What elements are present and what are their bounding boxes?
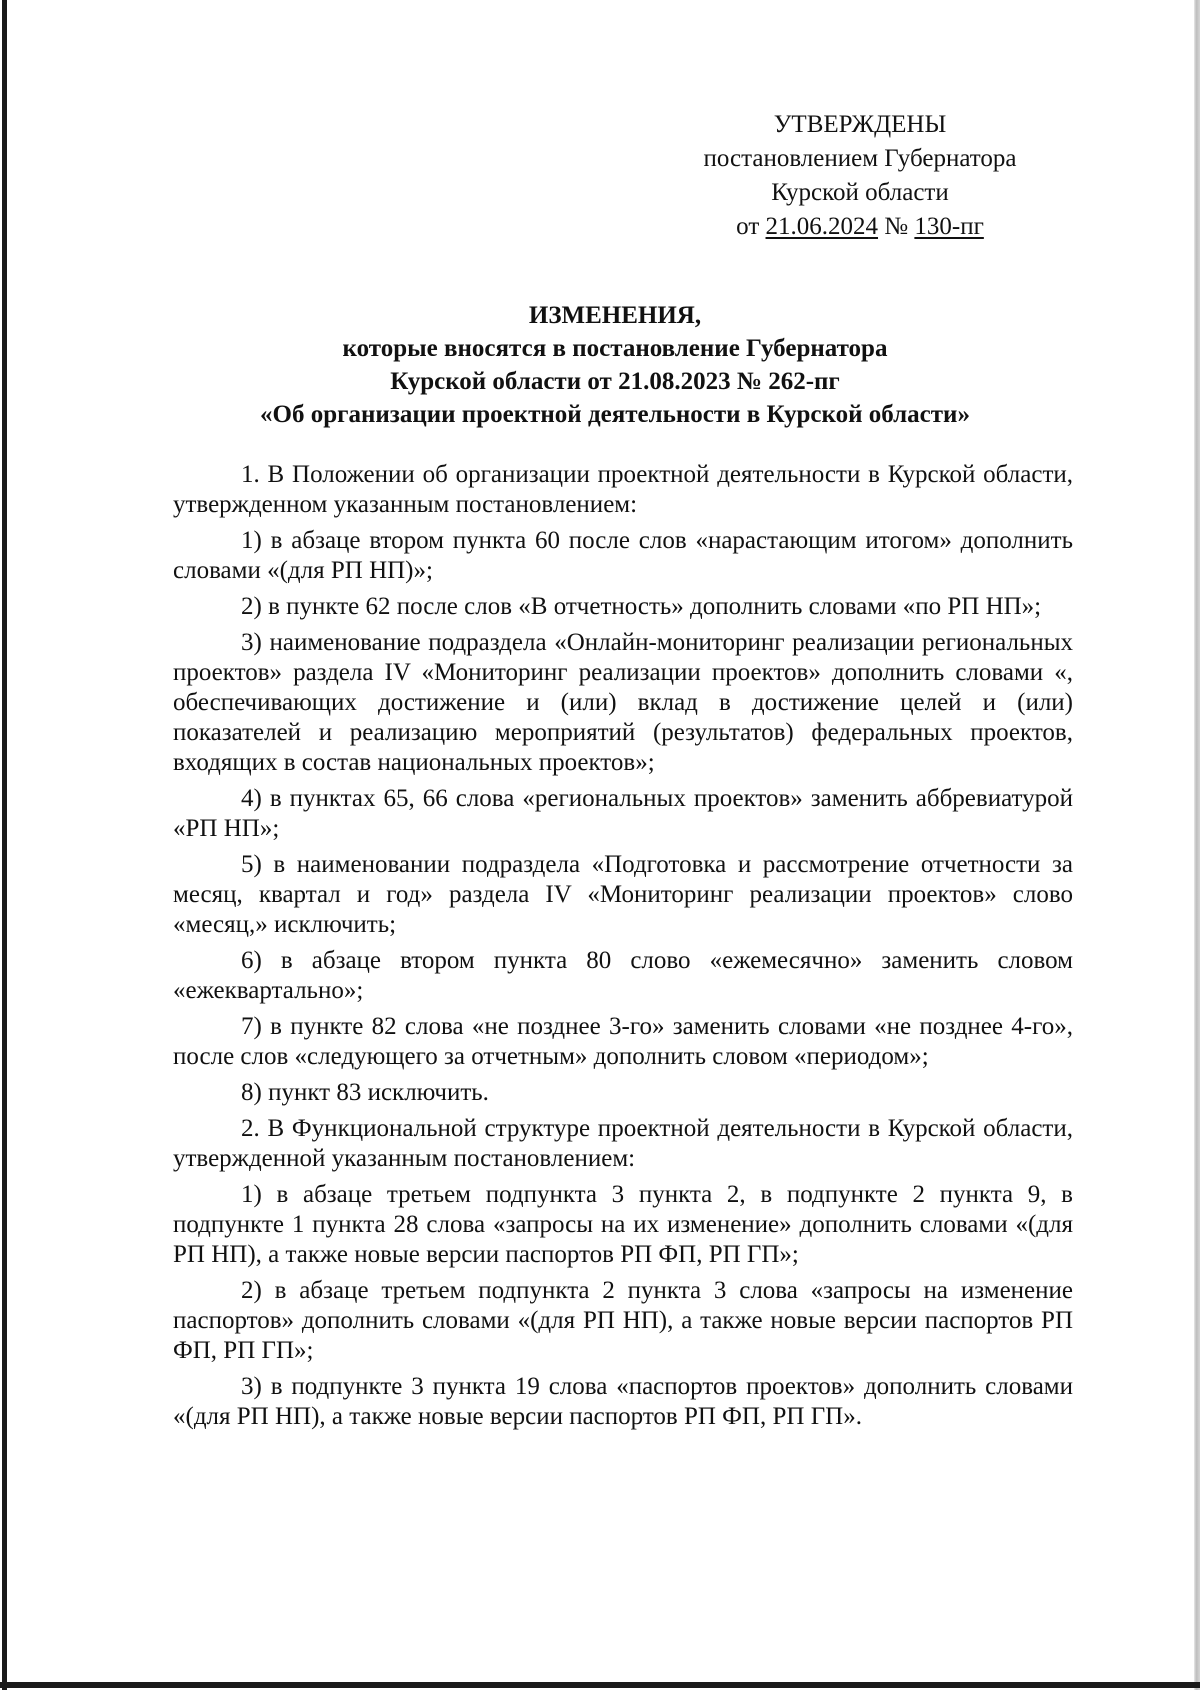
approval-date-prefix: от (736, 213, 766, 240)
paragraph-1-4: 4) в пунктах 65, 66 слова «региональных проектов» заменить аббревиатурой «РП НП»; (173, 785, 1073, 842)
paragraph-1-5: 5) в наименовании подраздела «Подготовка и рассмотрение отчетности за месяц, квартал и год» раздела IV «Мониторинг реализации проектов» слово «месяц,» исключить; (173, 851, 1073, 938)
paragraph-2-2: 2) в абзаце третьем подпункта 2 пункта 3 слова «запросы на изменение паспортов» дополнить словами «(для РП НП), а также новые версии паспортов РП ФП, РП ГП»; (173, 1277, 1073, 1364)
approval-date: 21.06.2024 (765, 213, 879, 240)
approval-stamp (680, 108, 1040, 244)
paragraph-1-8: 8) пункт 83 исключить. (241, 1079, 489, 1106)
paragraph-1-1: 1) в абзаце втором пункта 60 после слов «нарастающим итогом» дополнить словами «(для РП НП)»; (173, 527, 1073, 584)
approval-title: УТВЕРЖДЕНЫ (773, 111, 947, 138)
document-body (173, 460, 1073, 1438)
paragraph-1-2: 2) в пункте 62 после слов «В отчетность» дополнить словами «по РП НП»; (241, 593, 1042, 620)
paragraph-1-7: 7) в пункте 82 слова «не позднее 3-го» заменить словами «не позднее 4-го», после слов «следующего за отчетным» дополнить словом «периодом»; (173, 1013, 1073, 1070)
heading-line-3: Курской области от 21.08.2023 № 262-пг (390, 368, 840, 395)
heading-line-4: «Об организации проектной деятельности в Курской области» (260, 401, 970, 428)
heading-line-2: которые вносятся в постановление Губернатора (342, 335, 888, 362)
approval-date-line (680, 210, 1040, 244)
scan-border-left (2, 0, 7, 1690)
heading-title: ИЗМЕНЕНИЯ, (528, 302, 702, 329)
approval-number-prefix: № (878, 213, 915, 240)
paragraph-1-6: 6) в абзаце втором пункта 80 слово «ежемесячно» заменить словом «ежеквартально»; (173, 947, 1073, 1004)
approval-number: 130-пг (914, 213, 984, 240)
paragraph-2: 2. В Функциональной структуре проектной деятельности в Курской области, утвержденной указанным постановлением: (173, 1115, 1073, 1172)
scan-border-right (1194, 0, 1200, 1690)
paragraph-1-3: 3) наименование подраздела «Онлайн-мониторинг реализации региональных проектов» раздела IV «Мониторинг реализации проектов» дополнить словами «, обеспечивающих достижение и (или) вклад в достижение целей и (или) показателей и реализацию мероприятий (результатов) федеральных проектов, входящих в состав национальных проектов»; (173, 629, 1073, 776)
paragraph-2-3: 3) в подпункте 3 пункта 19 слова «паспортов проектов» дополнить словами «(для РП НП), а также новые версии паспортов РП ФП, РП ГП». (173, 1373, 1073, 1430)
document-heading (150, 299, 1080, 431)
approval-region: Курской области (771, 179, 949, 206)
paragraph-1: 1. В Положении об организации проектной деятельности в Курской области, утвержденном указанным постановлением: (173, 461, 1073, 518)
paragraph-2-1: 1) в абзаце третьем подпункта 3 пункта 2, в подпункте 2 пункта 9, в подпункте 1 пункта 28 слова «запросы на их изменение» дополнить словами «(для РП НП), а также новые версии паспортов РП ФП, РП ГП»; (173, 1181, 1073, 1268)
approval-issuer: постановлением Губернатора (703, 145, 1017, 172)
scan-border-bottom (0, 1682, 1200, 1688)
